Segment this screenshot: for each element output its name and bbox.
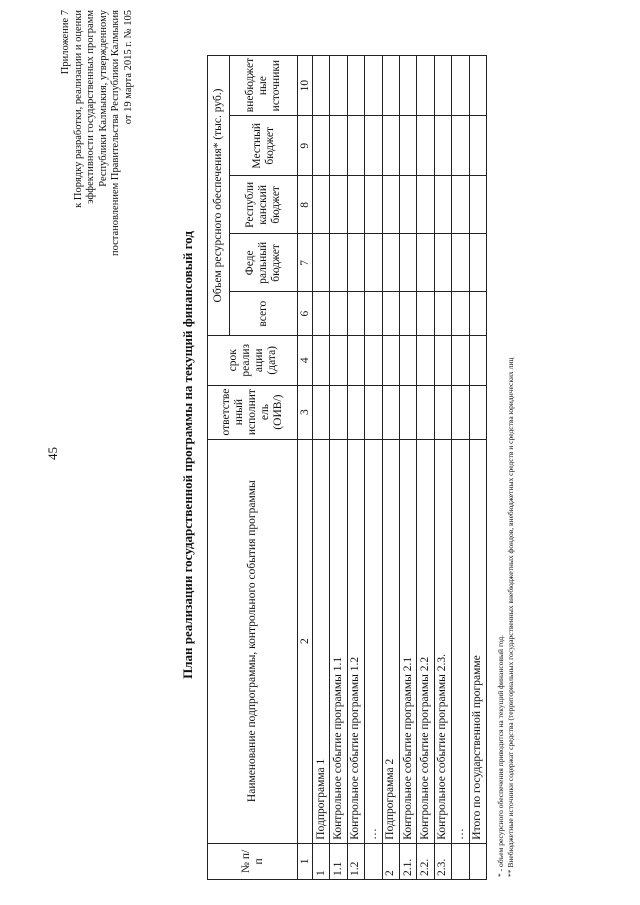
header-federal: Феде ральный бюджет: [230, 234, 298, 292]
header-executor: ответстве нный исполнит ель (ОИВ/): [208, 385, 298, 439]
table-row-total: [469, 56, 486, 880]
table-row: [452, 56, 469, 880]
footnote: ** Внебюджетные источники содержат средства (территориальных государственных внебюджетных фондов, внебюджетных средств и средства юридических лиц: [506, 357, 515, 877]
header-local: Местный бюджет: [230, 116, 298, 176]
appendix-line: от 19 марта 2015 г. № 105: [122, 10, 134, 125]
col-number: 9: [298, 116, 313, 176]
footnote: * - объем ресурсного обеспечения приводится на текущий финансовый год.: [496, 634, 505, 877]
row-name: Контрольное событие программы 2.2: [417, 439, 434, 843]
table-row: [330, 56, 347, 880]
table-row: [365, 56, 382, 880]
row-num: 2.1.: [399, 843, 416, 879]
appendix-note: [60, 10, 136, 300]
header-republic: Республи канский бюджет: [230, 176, 298, 234]
col-number: 8: [298, 176, 313, 234]
appendix-line: постановлением Правительства Республики Калмыкия: [110, 10, 122, 257]
col-number: 7: [298, 234, 313, 292]
row-num: 1: [313, 843, 330, 879]
row-name: Контрольное событие программы 1.2: [347, 439, 364, 843]
row-name: …: [365, 439, 382, 843]
row-name: Подпрограмма 1: [313, 439, 330, 843]
row-name: Итого по государственной программе: [469, 439, 486, 843]
col-number: 4: [298, 335, 313, 385]
page-number: 45: [45, 447, 60, 460]
col-number: 2: [298, 439, 313, 843]
header-extra: внебюджет ные источники: [230, 56, 298, 116]
row-num: [452, 843, 469, 879]
implementation-plan-table: [207, 55, 487, 880]
col-number: 1: [298, 843, 313, 879]
row-num: [365, 843, 382, 879]
table-row: [347, 56, 364, 880]
appendix-line: к Порядку разработки, реализации и оценки: [72, 10, 84, 208]
header-num: № п/п: [208, 843, 298, 879]
row-num: 2: [382, 843, 399, 879]
row-num: 2.3.: [434, 843, 451, 879]
table-row: [313, 56, 330, 880]
row-num: 1.1: [330, 843, 347, 879]
row-num: 2.2.: [417, 843, 434, 879]
table-row: [417, 56, 434, 880]
header-name: Наименование подпрограммы, контрольного события программы: [208, 439, 298, 843]
row-num: [469, 843, 486, 879]
document-title: План реализации государственной программы на текущий финансовый год: [180, 231, 195, 679]
row-num: 1.2: [347, 843, 364, 879]
row-name: …: [452, 439, 469, 843]
appendix-line: Республики Калмыкия, утвержденному: [97, 10, 109, 187]
table-row: [399, 56, 416, 880]
col-number: 10: [298, 56, 313, 116]
header-total: всего: [230, 292, 298, 336]
col-number: 3: [298, 385, 313, 439]
table-row: [382, 56, 399, 880]
header-volume-group: Объем ресурсного обеспечения* (тыс. руб.): [208, 56, 230, 336]
col-number: 6: [298, 292, 313, 336]
table-row: [434, 56, 451, 880]
appendix-line: эффективности государственных программ: [85, 10, 97, 204]
row-name: Контрольное событие программы 2.3.: [434, 439, 451, 843]
header-deadline: срок реализ ации (дата): [208, 335, 298, 385]
row-name: Контрольное событие программы 2.1: [399, 439, 416, 843]
row-name: Контрольное событие программы 1.1: [330, 439, 347, 843]
row-name: Подпрограмма 2: [382, 439, 399, 843]
column-number-row: [298, 56, 313, 880]
appendix-line: Приложение 7: [60, 10, 71, 75]
